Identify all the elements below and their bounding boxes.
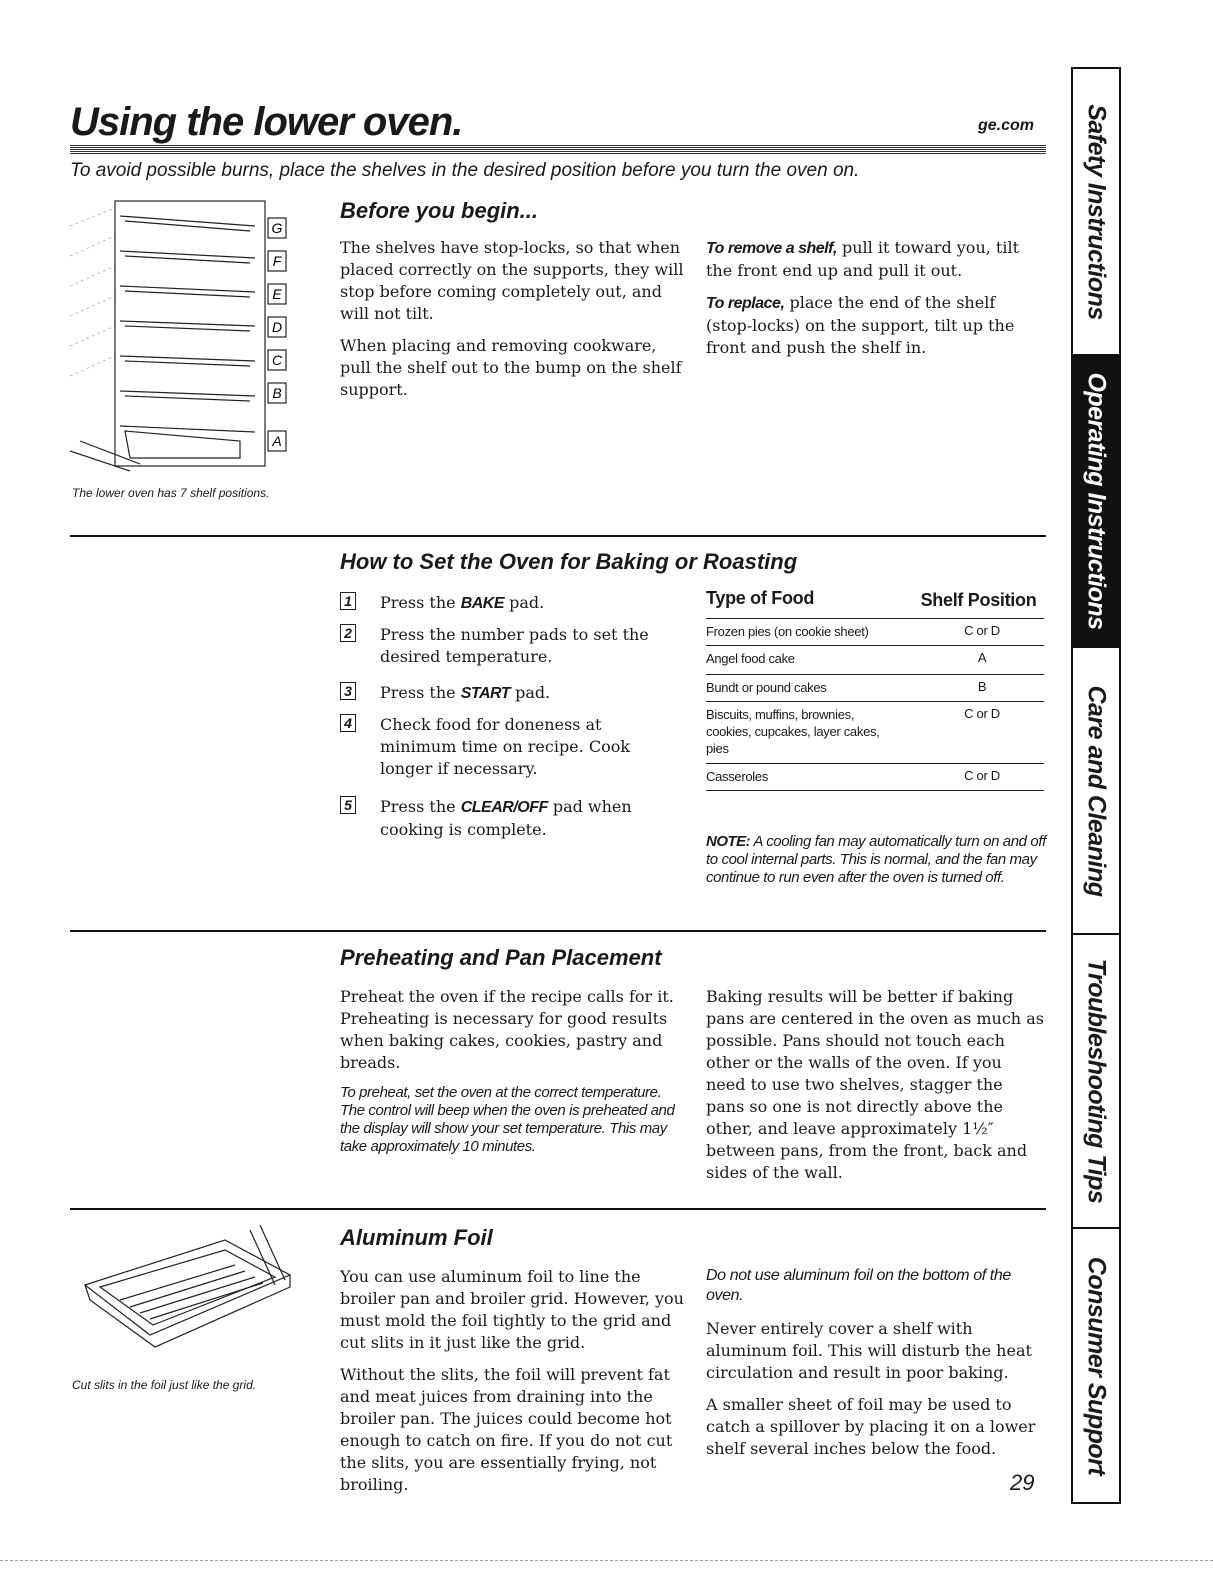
page-title: Using the lower oven. [70, 100, 463, 144]
note-label: NOTE: [706, 833, 751, 850]
step-text: Check food for doneness at minimum time on recipe. Cook longer if necessary. [380, 715, 631, 778]
foil-p1: You can use aluminum foil to line the broiler pan and broiler grid. However, you must mold the foil tightly to the grid and cut slits in it just like the grid. [340, 1267, 684, 1352]
scan-edge [0, 1560, 1213, 1561]
foil-p3: Never entirely cover a shelf with aluminum foil. This will disturb the heat circulation and result in poor baking. [706, 1319, 1032, 1382]
table-row [706, 620, 1044, 646]
preheat-p1: Preheat the oven if the recipe calls for it. Preheating is necessary for good results when baking cakes, cookies, pastry and breads. [340, 987, 674, 1072]
replace-text: place the end of the shelf (stop-locks) on the support, tilt up the front and push the shelf in. [706, 293, 1015, 357]
step-number: 3 [340, 682, 356, 700]
food-cell: Bundt or pound cakes [706, 680, 827, 695]
shelf-position-table [706, 590, 1046, 825]
shelf-letter-f: F [272, 253, 282, 269]
preheat-heading: Preheating and Pan Placement [340, 945, 662, 970]
baking-heading: How to Set the Oven for Baking or Roasting [340, 549, 798, 574]
step-number: 5 [340, 796, 356, 814]
baking-steps [340, 592, 670, 852]
lead-warning: To avoid possible burns, place the shelves in the desired position before you turn the oven on. [70, 160, 860, 181]
step-text: Press the number pads to set the desired temperature. [380, 625, 649, 666]
note-text: A cooling fan may automatically turn on and off to cool internal parts. This is normal, and the fan may continue to run even after the oven is turned off. [706, 833, 1046, 886]
preheat-p2: Baking results will be better if baking pans are centered in the oven as much as possible. Pans should not touch each other or the walls of the oven. If you need to use two shelves, stagger the pans so one is not directly above the other, and leave approximately 1½″ between pans, from the front, back and sides of the wall. [706, 987, 1044, 1182]
tab-care-and-cleaning[interactable]: Care and Cleaning [1073, 648, 1119, 935]
position-cell: C or D [964, 623, 1000, 638]
col-shelf-header: Shelf Position [920, 590, 1037, 610]
table-row [706, 703, 1044, 764]
oven-shelves-icon [70, 196, 320, 486]
before-col-2 [706, 237, 1046, 369]
preheat-col-1 [340, 986, 685, 1156]
broiler-pan-illustration [75, 1225, 300, 1350]
step-text: Press the START pad. [380, 683, 551, 702]
step-number: 1 [340, 592, 356, 610]
before-p1: The shelves have stop-locks, so that when placed correctly on the supports, they will stop before coming completely out, and will not tilt. [340, 238, 684, 323]
shelf-letter-e: E [272, 286, 282, 302]
shelf-letter-g: G [271, 220, 283, 236]
tab-troubleshooting-tips[interactable]: Troubleshooting Tips [1073, 935, 1119, 1229]
tab-safety-instructions[interactable]: Safety Instructions [1073, 69, 1119, 356]
foil-col-2 [706, 1266, 1046, 1470]
shelf-letter-b: B [272, 385, 282, 401]
remove-instructions [706, 237, 1046, 282]
divider-2 [70, 930, 1046, 932]
step-text: Press the CLEAR/OFF pad when cooking is complete. [380, 797, 632, 839]
replace-instructions [706, 292, 1046, 359]
foil-warning: Do not use aluminum foil on the bottom of the oven. [706, 1267, 1011, 1304]
site-url: ge.com [978, 117, 1035, 134]
col-food-header: Type of Food [706, 588, 815, 608]
table-row [706, 765, 1044, 791]
tab-operating-instructions[interactable]: Operating Instructions [1073, 356, 1119, 648]
broiler-pan-icon [75, 1225, 300, 1350]
divider-1 [70, 535, 1046, 537]
section-sidebar [1071, 67, 1121, 1504]
food-cell: Biscuits, muffins, brownies, cookies, cupcakes, layer cakes, pies [706, 707, 880, 756]
step-text: Press the BAKE pad. [380, 593, 545, 612]
food-cell: Angel food cake [706, 651, 795, 666]
table-row [706, 647, 1044, 675]
page-number: 29 [1010, 1470, 1035, 1495]
food-cell: Casseroles [706, 769, 769, 784]
foil-p4: A smaller sheet of foil may be used to catch a spillover by placing it on a lower shelf several inches below the food. [706, 1395, 1036, 1458]
shelf-letter-a: A [272, 433, 282, 449]
position-cell: A [977, 650, 987, 665]
step-number: 2 [340, 624, 356, 642]
shelf-letter-c: C [271, 352, 283, 368]
preheat-col-2 [706, 986, 1046, 1194]
fan-note [706, 833, 1046, 887]
foil-heading: Aluminum Foil [340, 1225, 493, 1250]
header-rule [70, 144, 1046, 154]
position-cell: B [977, 679, 987, 694]
foil-p2: Without the slits, the foil will prevent fat and meat juices from draining into the broiler pan. The juices could become hot enough to catch on fire. If you do not cut the slits, you are essentially frying, not broiling. [340, 1365, 673, 1494]
food-cell: Frozen pies (on cookie sheet) [706, 624, 869, 639]
shelf-letter-d: D [271, 319, 283, 335]
step-number: 4 [340, 714, 356, 732]
position-cell: C or D [964, 706, 1000, 721]
position-cell: C or D [964, 768, 1000, 783]
replace-label: To replace, [706, 295, 785, 312]
remove-label: To remove a shelf, [706, 240, 837, 257]
table-row [706, 676, 1044, 702]
divider-3 [70, 1208, 1046, 1210]
foil-caption: Cut slits in the foil just like the grid. [72, 1378, 257, 1392]
before-p2: When placing and removing cookware, pull the shelf out to the bump on the shelf support. [340, 336, 682, 399]
shelf-caption: The lower oven has 7 shelf positions. [72, 486, 270, 500]
foil-col-1 [340, 1266, 685, 1506]
table-header [706, 590, 1044, 619]
preheat-note: To preheat, set the oven at the correct temperature. The control will beep when the oven is preheated and the display will show your set temperature. This may take approximately 10 minutes. [340, 1084, 675, 1155]
tab-consumer-support[interactable]: Consumer Support [1082, 1256, 1111, 1475]
before-heading: Before you begin... [340, 198, 539, 223]
before-col-1 [340, 237, 685, 411]
shelf-illustration [70, 196, 320, 486]
remove-text: pull it toward you, tilt the front end up and pull it out. [706, 238, 1020, 280]
